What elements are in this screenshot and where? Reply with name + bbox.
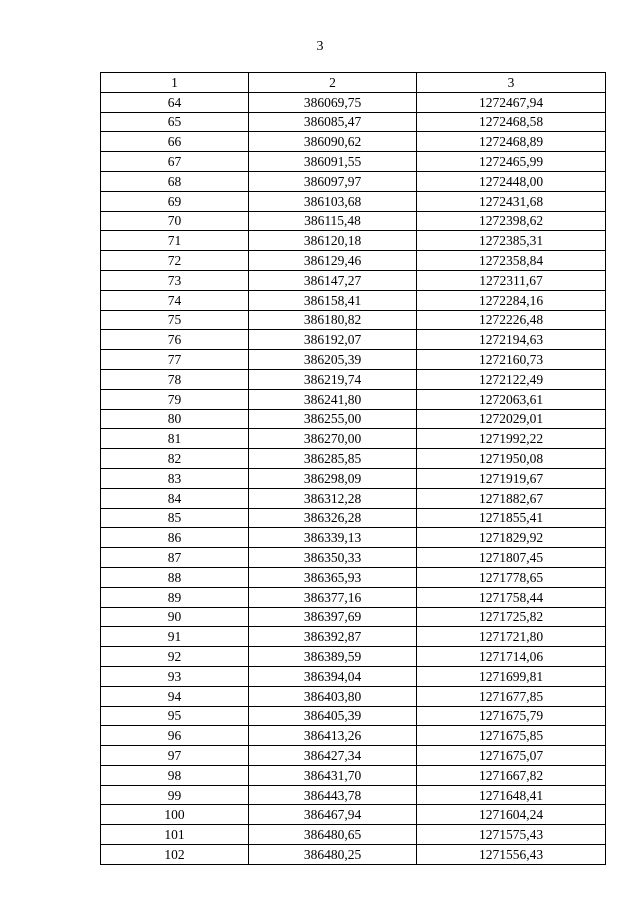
point-number-cell: 81 xyxy=(101,429,249,449)
table-row xyxy=(101,132,606,152)
y-coordinate-cell: 1271721,80 xyxy=(417,627,606,647)
x-coordinate-cell: 386427,34 xyxy=(249,746,417,766)
x-coordinate-cell: 386394,04 xyxy=(249,666,417,686)
table-row xyxy=(101,548,606,568)
table-header-row xyxy=(101,73,606,93)
point-number-cell: 86 xyxy=(101,528,249,548)
column-header-1: 1 xyxy=(101,73,249,93)
x-coordinate-cell: 386350,33 xyxy=(249,548,417,568)
table-row xyxy=(101,231,606,251)
table-row xyxy=(101,251,606,271)
point-number-cell: 94 xyxy=(101,686,249,706)
table-body xyxy=(101,92,606,864)
x-coordinate-cell: 386339,13 xyxy=(249,528,417,548)
y-coordinate-cell: 1272398,62 xyxy=(417,211,606,231)
y-coordinate-cell: 1272160,73 xyxy=(417,350,606,370)
point-number-cell: 92 xyxy=(101,647,249,667)
y-coordinate-cell: 1272465,99 xyxy=(417,152,606,172)
y-coordinate-cell: 1272226,48 xyxy=(417,310,606,330)
point-number-cell: 101 xyxy=(101,825,249,845)
table-row xyxy=(101,488,606,508)
table-row xyxy=(101,389,606,409)
point-number-cell: 69 xyxy=(101,191,249,211)
y-coordinate-cell: 1271950,08 xyxy=(417,449,606,469)
x-coordinate-cell: 386377,16 xyxy=(249,587,417,607)
x-coordinate-cell: 386443,78 xyxy=(249,785,417,805)
point-number-cell: 67 xyxy=(101,152,249,172)
x-coordinate-cell: 386192,07 xyxy=(249,330,417,350)
y-coordinate-cell: 1272284,16 xyxy=(417,290,606,310)
y-coordinate-cell: 1271675,79 xyxy=(417,706,606,726)
x-coordinate-cell: 386120,18 xyxy=(249,231,417,251)
table-row xyxy=(101,765,606,785)
x-coordinate-cell: 386312,28 xyxy=(249,488,417,508)
y-coordinate-cell: 1272358,84 xyxy=(417,251,606,271)
table-row xyxy=(101,746,606,766)
x-coordinate-cell: 386270,00 xyxy=(249,429,417,449)
point-number-cell: 68 xyxy=(101,171,249,191)
point-number-cell: 66 xyxy=(101,132,249,152)
x-coordinate-cell: 386405,39 xyxy=(249,706,417,726)
y-coordinate-cell: 1271675,85 xyxy=(417,726,606,746)
table-row xyxy=(101,647,606,667)
point-number-cell: 78 xyxy=(101,369,249,389)
table-row xyxy=(101,171,606,191)
point-number-cell: 70 xyxy=(101,211,249,231)
point-number-cell: 96 xyxy=(101,726,249,746)
point-number-cell: 95 xyxy=(101,706,249,726)
y-coordinate-cell: 1272063,61 xyxy=(417,389,606,409)
y-coordinate-cell: 1272468,58 xyxy=(417,112,606,132)
y-coordinate-cell: 1271556,43 xyxy=(417,845,606,865)
point-number-cell: 97 xyxy=(101,746,249,766)
table-row xyxy=(101,429,606,449)
x-coordinate-cell: 386326,28 xyxy=(249,508,417,528)
point-number-cell: 80 xyxy=(101,409,249,429)
table-row xyxy=(101,825,606,845)
table-row xyxy=(101,587,606,607)
y-coordinate-cell: 1272467,94 xyxy=(417,92,606,112)
x-coordinate-cell: 386480,65 xyxy=(249,825,417,845)
table-row xyxy=(101,409,606,429)
point-number-cell: 65 xyxy=(101,112,249,132)
y-coordinate-cell: 1272448,00 xyxy=(417,171,606,191)
x-coordinate-cell: 386255,00 xyxy=(249,409,417,429)
point-number-cell: 83 xyxy=(101,468,249,488)
x-coordinate-cell: 386241,80 xyxy=(249,389,417,409)
table-row xyxy=(101,152,606,172)
point-number-cell: 99 xyxy=(101,785,249,805)
x-coordinate-cell: 386285,85 xyxy=(249,449,417,469)
y-coordinate-cell: 1271675,07 xyxy=(417,746,606,766)
table-row xyxy=(101,528,606,548)
table-row xyxy=(101,330,606,350)
table-row xyxy=(101,211,606,231)
y-coordinate-cell: 1271667,82 xyxy=(417,765,606,785)
point-number-cell: 74 xyxy=(101,290,249,310)
x-coordinate-cell: 386129,46 xyxy=(249,251,417,271)
y-coordinate-cell: 1271807,45 xyxy=(417,548,606,568)
table-row xyxy=(101,706,606,726)
column-header-3: 3 xyxy=(417,73,606,93)
x-coordinate-cell: 386467,94 xyxy=(249,805,417,825)
table-row xyxy=(101,726,606,746)
y-coordinate-cell: 1271677,85 xyxy=(417,686,606,706)
point-number-cell: 77 xyxy=(101,350,249,370)
table-row xyxy=(101,845,606,865)
table-row xyxy=(101,270,606,290)
x-coordinate-cell: 386097,97 xyxy=(249,171,417,191)
y-coordinate-cell: 1271758,44 xyxy=(417,587,606,607)
table-row xyxy=(101,627,606,647)
x-coordinate-cell: 386365,93 xyxy=(249,567,417,587)
y-coordinate-cell: 1272468,89 xyxy=(417,132,606,152)
x-coordinate-cell: 386480,25 xyxy=(249,845,417,865)
table-row xyxy=(101,567,606,587)
table-row xyxy=(101,686,606,706)
y-coordinate-cell: 1272029,01 xyxy=(417,409,606,429)
table-row xyxy=(101,468,606,488)
x-coordinate-cell: 386180,82 xyxy=(249,310,417,330)
y-coordinate-cell: 1272194,63 xyxy=(417,330,606,350)
table-row xyxy=(101,607,606,627)
table-row xyxy=(101,508,606,528)
x-coordinate-cell: 386205,39 xyxy=(249,350,417,370)
x-coordinate-cell: 386219,74 xyxy=(249,369,417,389)
x-coordinate-cell: 386392,87 xyxy=(249,627,417,647)
point-number-cell: 91 xyxy=(101,627,249,647)
table-row xyxy=(101,449,606,469)
y-coordinate-cell: 1272431,68 xyxy=(417,191,606,211)
point-number-cell: 79 xyxy=(101,389,249,409)
point-number-cell: 98 xyxy=(101,765,249,785)
x-coordinate-cell: 386413,26 xyxy=(249,726,417,746)
point-number-cell: 64 xyxy=(101,92,249,112)
y-coordinate-cell: 1271604,24 xyxy=(417,805,606,825)
table-row xyxy=(101,290,606,310)
y-coordinate-cell: 1272385,31 xyxy=(417,231,606,251)
point-number-cell: 76 xyxy=(101,330,249,350)
table-row xyxy=(101,350,606,370)
coordinates-table xyxy=(100,72,606,865)
y-coordinate-cell: 1271714,06 xyxy=(417,647,606,667)
column-header-2: 2 xyxy=(249,73,417,93)
x-coordinate-cell: 386397,69 xyxy=(249,607,417,627)
x-coordinate-cell: 386158,41 xyxy=(249,290,417,310)
point-number-cell: 100 xyxy=(101,805,249,825)
x-coordinate-cell: 386298,09 xyxy=(249,468,417,488)
table-row xyxy=(101,191,606,211)
x-coordinate-cell: 386091,55 xyxy=(249,152,417,172)
y-coordinate-cell: 1271648,41 xyxy=(417,785,606,805)
point-number-cell: 87 xyxy=(101,548,249,568)
point-number-cell: 88 xyxy=(101,567,249,587)
y-coordinate-cell: 1271725,82 xyxy=(417,607,606,627)
table-row xyxy=(101,805,606,825)
point-number-cell: 93 xyxy=(101,666,249,686)
y-coordinate-cell: 1272311,67 xyxy=(417,270,606,290)
x-coordinate-cell: 386069,75 xyxy=(249,92,417,112)
page-number: 3 xyxy=(316,39,324,54)
table-row xyxy=(101,112,606,132)
x-coordinate-cell: 386090,62 xyxy=(249,132,417,152)
x-coordinate-cell: 386085,47 xyxy=(249,112,417,132)
point-number-cell: 90 xyxy=(101,607,249,627)
y-coordinate-cell: 1271778,65 xyxy=(417,567,606,587)
y-coordinate-cell: 1272122,49 xyxy=(417,369,606,389)
point-number-cell: 73 xyxy=(101,270,249,290)
table-row xyxy=(101,785,606,805)
point-number-cell: 84 xyxy=(101,488,249,508)
point-number-cell: 102 xyxy=(101,845,249,865)
point-number-cell: 72 xyxy=(101,251,249,271)
y-coordinate-cell: 1271992,22 xyxy=(417,429,606,449)
table-row xyxy=(101,310,606,330)
x-coordinate-cell: 386403,80 xyxy=(249,686,417,706)
point-number-cell: 89 xyxy=(101,587,249,607)
y-coordinate-cell: 1271855,41 xyxy=(417,508,606,528)
point-number-cell: 71 xyxy=(101,231,249,251)
x-coordinate-cell: 386147,27 xyxy=(249,270,417,290)
y-coordinate-cell: 1271829,92 xyxy=(417,528,606,548)
x-coordinate-cell: 386431,70 xyxy=(249,765,417,785)
table-row xyxy=(101,92,606,112)
y-coordinate-cell: 1271575,43 xyxy=(417,825,606,845)
point-number-cell: 82 xyxy=(101,449,249,469)
point-number-cell: 85 xyxy=(101,508,249,528)
point-number-cell: 75 xyxy=(101,310,249,330)
y-coordinate-cell: 1271882,67 xyxy=(417,488,606,508)
y-coordinate-cell: 1271919,67 xyxy=(417,468,606,488)
table-row xyxy=(101,666,606,686)
x-coordinate-cell: 386103,68 xyxy=(249,191,417,211)
y-coordinate-cell: 1271699,81 xyxy=(417,666,606,686)
x-coordinate-cell: 386115,48 xyxy=(249,211,417,231)
x-coordinate-cell: 386389,59 xyxy=(249,647,417,667)
table-row xyxy=(101,369,606,389)
